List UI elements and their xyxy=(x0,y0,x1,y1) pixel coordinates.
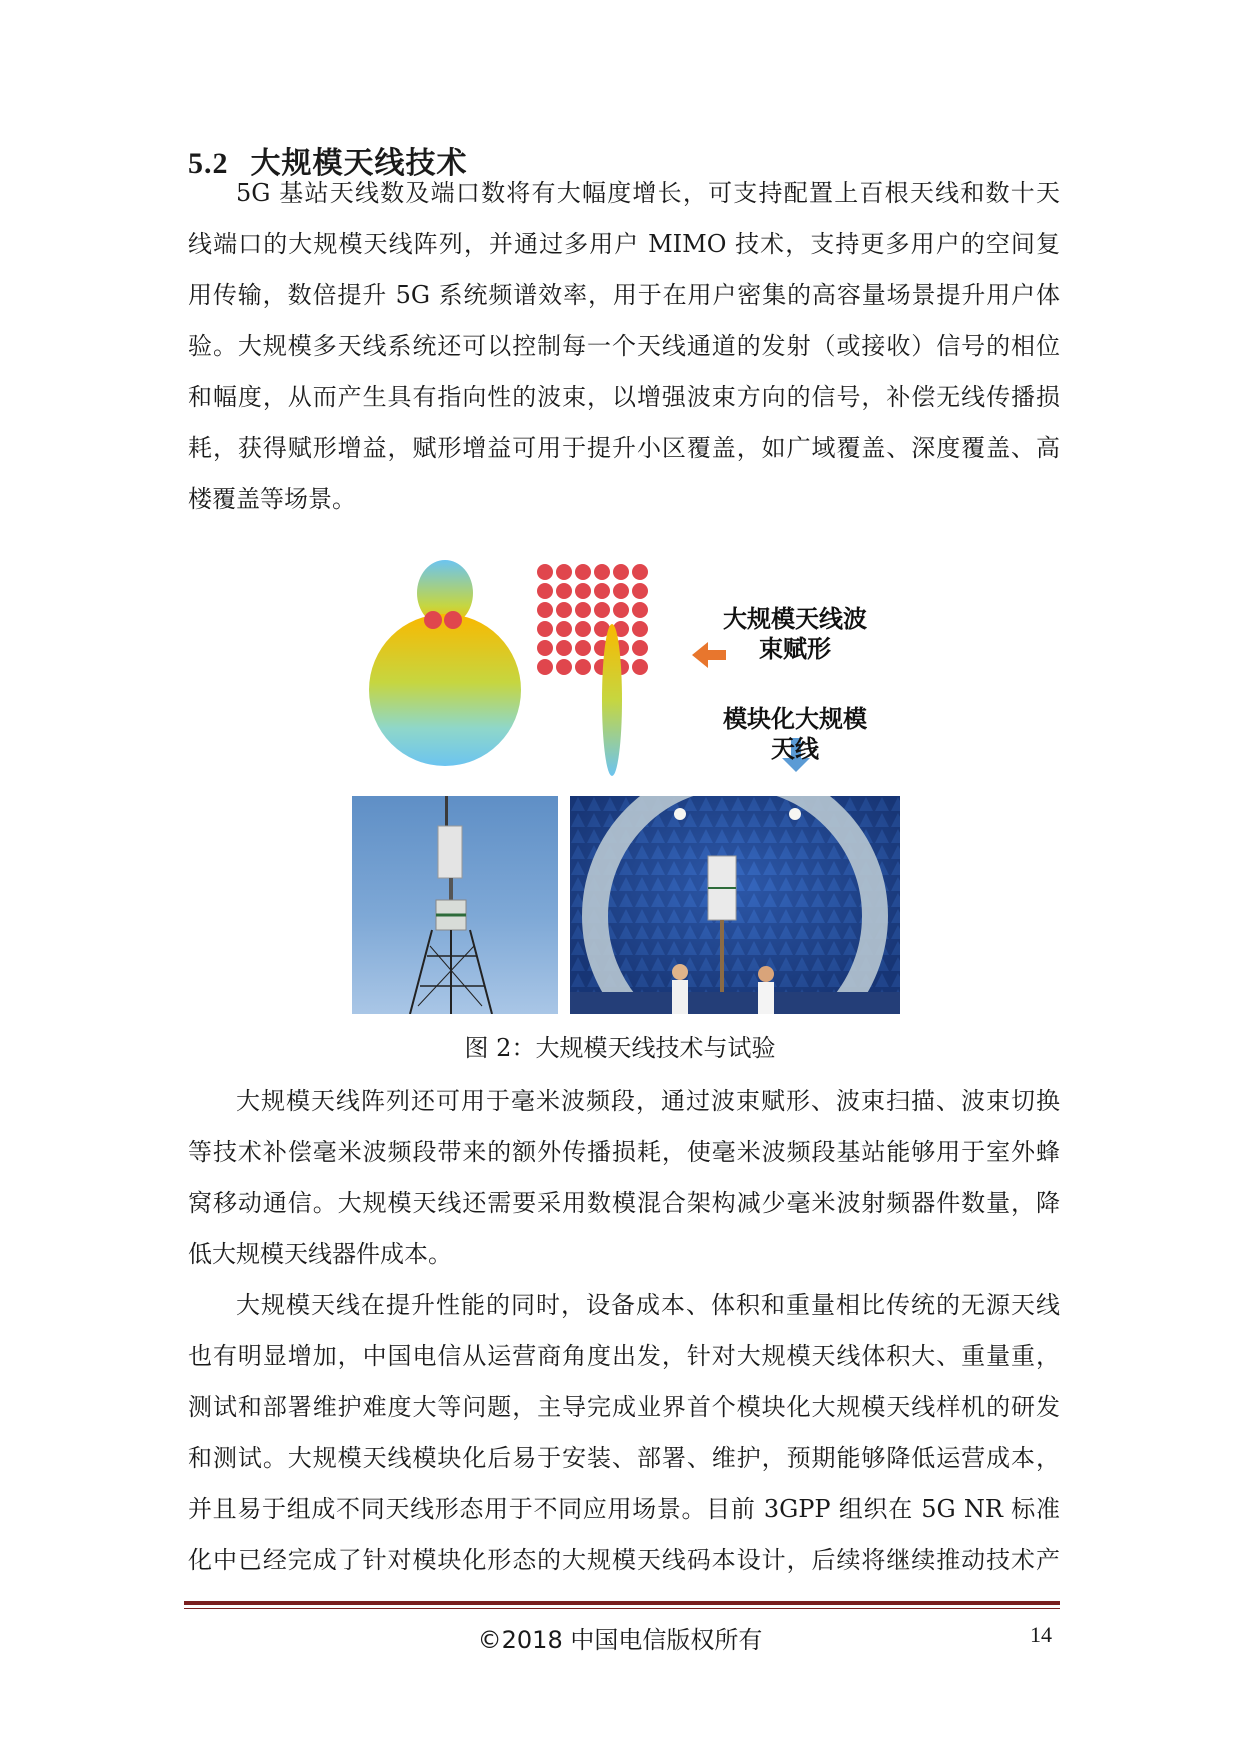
antenna-element-dot xyxy=(632,621,648,637)
antenna-element-dot xyxy=(556,621,572,637)
antenna-element-dot xyxy=(632,659,648,675)
paragraph-2 xyxy=(188,1076,1060,1280)
text-line: 楼覆盖等场景。 xyxy=(188,485,356,513)
antenna-element-dot xyxy=(537,659,553,675)
text-line: 化中已经完成了针对模块化形态的大规模天线码本设计，后续将继续推动技术产 xyxy=(188,1546,1060,1574)
antenna-element-dot xyxy=(556,640,572,656)
antenna-element-dot xyxy=(632,602,648,618)
antenna-element-dot xyxy=(575,621,591,637)
paragraph-3 xyxy=(188,1280,1060,1586)
antenna-element-dot xyxy=(556,583,572,599)
antenna-element-dot xyxy=(537,621,553,637)
text-line: 用传输，数倍提升 5G 系统频谱效率，用于在用户密集的高容量场景提升用户体 xyxy=(188,281,1060,309)
antenna-element-dot xyxy=(556,602,572,618)
page-number: 14 xyxy=(1030,1622,1052,1647)
antenna-element-dot xyxy=(632,640,648,656)
antenna-element-dot xyxy=(537,602,553,618)
antenna-element-dot xyxy=(575,564,591,580)
antenna-element-dot xyxy=(575,602,591,618)
label-line: 大规模天线波 xyxy=(723,605,867,633)
antenna-element-dot xyxy=(632,583,648,599)
antenna-element-dot xyxy=(575,640,591,656)
label-beamforming xyxy=(710,604,880,664)
footer-rule xyxy=(184,1601,1060,1605)
label-line: 束赋形 xyxy=(759,635,831,663)
text-line: 和幅度，从而产生具有指向性的波束，以增强波束方向的信号，补偿无线传播损 xyxy=(188,383,1060,411)
section-title: 大规模天线技术 xyxy=(250,146,468,181)
antenna-element-dot xyxy=(537,564,553,580)
antenna-element-dot xyxy=(575,659,591,675)
photo-tower-antenna xyxy=(352,796,558,1014)
omni-lobe xyxy=(369,614,521,766)
antenna-element-dot xyxy=(613,564,629,580)
text-line: 低大规模天线器件成本。 xyxy=(188,1240,452,1268)
text-line: 也有明显增加，中国电信从运营商角度出发，针对大规模天线体积大、重量重， xyxy=(188,1342,1060,1370)
figure-massive-mimo xyxy=(340,560,900,1020)
text-line: 并且易于组成不同天线形态用于不同应用场景。目前 3GPP 组织在 5G NR 标准 xyxy=(188,1495,1060,1523)
text-line: 窝移动通信。大规模天线还需要采用数模混合架构减少毫米波射频器件数量，降 xyxy=(188,1189,1060,1217)
text-line: 测试和部署维护难度大等问题，主导完成业界首个模块化大规模天线样机的研发 xyxy=(188,1393,1060,1421)
chamber-illustration xyxy=(570,796,900,1014)
figure-caption: 图 2：大规模天线技术与试验 xyxy=(464,1034,776,1062)
text-line: 验。大规模多天线系统还可以控制每一个天线通道的发射（或接收）信号的相位 xyxy=(188,332,1060,360)
narrow-beam xyxy=(602,624,622,776)
antenna-element-dot xyxy=(613,583,629,599)
footer-copyright: ©2018 中国电信版权所有 xyxy=(477,1626,763,1654)
antenna-element-dot xyxy=(613,602,629,618)
antenna-element-dot xyxy=(632,564,648,580)
text-line: 线端口的大规模天线阵列，并通过多用户 MIMO 技术，支持更多用户的空间复 xyxy=(188,230,1060,258)
text-line: 大规模天线在提升性能的同时，设备成本、体积和重量相比传统的无源天线 xyxy=(236,1291,1060,1319)
antenna-element-dot xyxy=(424,611,442,629)
antenna-element-dot xyxy=(594,602,610,618)
antenna-element-dot xyxy=(444,611,462,629)
photo-anechoic-chamber xyxy=(570,796,900,1014)
antenna-array xyxy=(537,564,648,675)
antenna-element-dot xyxy=(556,564,572,580)
antenna-element-dot xyxy=(575,583,591,599)
antenna-element-dot xyxy=(556,659,572,675)
antenna-element-dot xyxy=(594,564,610,580)
label-line: 天线 xyxy=(771,735,819,763)
text-line: 大规模天线阵列还可用于毫米波频段，通过波束赋形、波束扫描、波束切换 xyxy=(236,1087,1060,1115)
tower-illustration xyxy=(352,796,558,1014)
label-line: 模块化大规模 xyxy=(723,705,867,733)
antenna-element-dot xyxy=(537,583,553,599)
text-line: 5G 基站天线数及端口数将有大幅度增长，可支持配置上百根天线和数十天 xyxy=(236,179,1060,207)
text-line: 等技术补偿毫米波频段带来的额外传播损耗，使毫米波频段基站能够用于室外蜂 xyxy=(188,1138,1060,1166)
text-line: 和测试。大规模天线模块化后易于安装、部署、维护，预期能够降低运营成本， xyxy=(188,1444,1060,1472)
antenna-element-dot xyxy=(537,640,553,656)
paragraph-1 xyxy=(188,168,1060,525)
label-modular-antenna xyxy=(710,704,880,764)
text-line: 耗，获得赋形增益，赋形增益可用于提升小区覆盖，如广域覆盖、深度覆盖、高 xyxy=(188,434,1060,462)
section-number: 5.2 xyxy=(188,147,229,180)
antenna-element-dot xyxy=(594,583,610,599)
footer-rule-thin xyxy=(184,1608,1060,1609)
